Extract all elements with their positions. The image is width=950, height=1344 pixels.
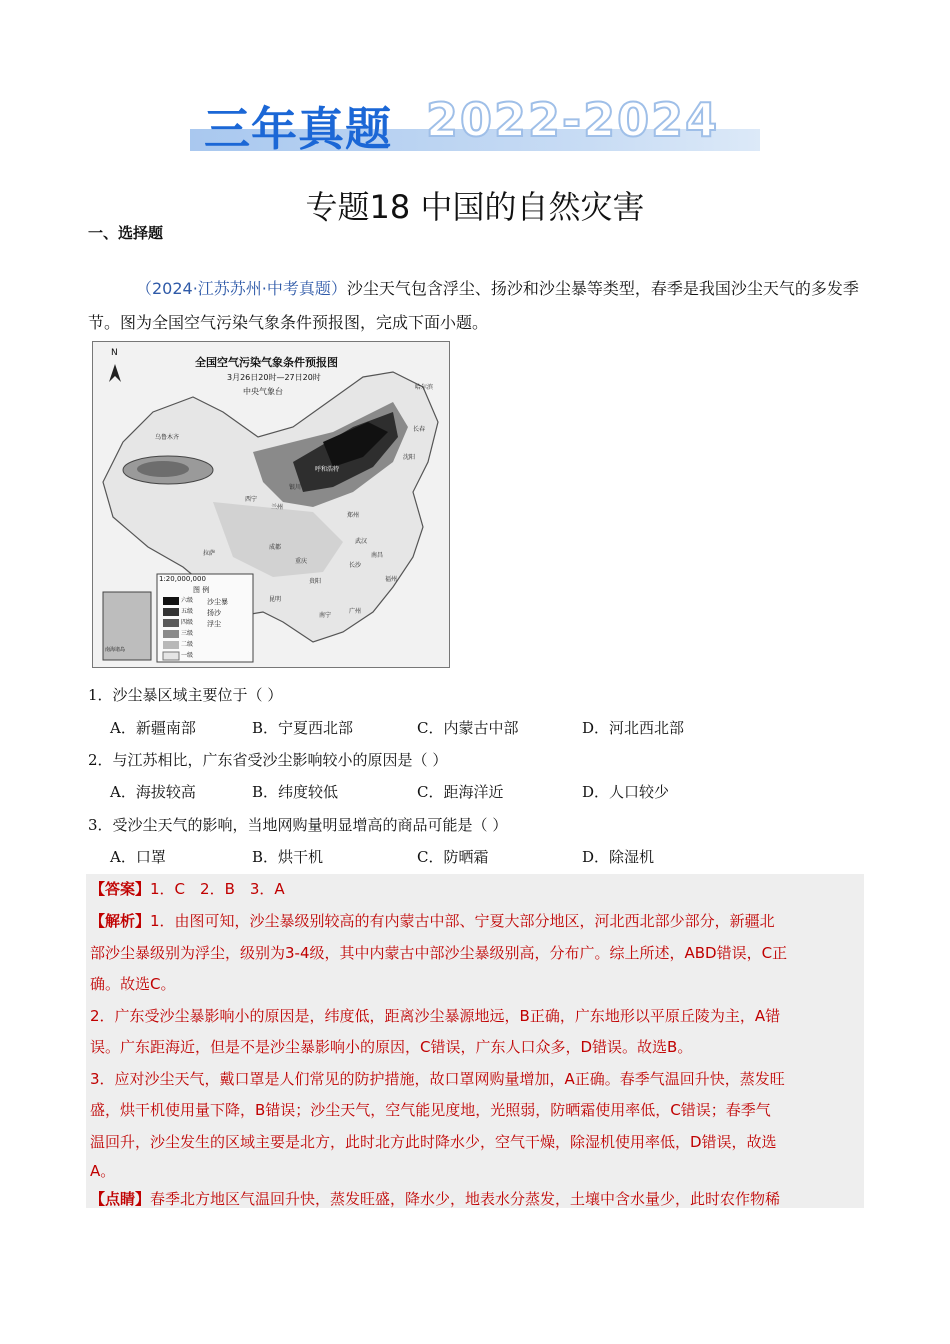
city-label: 银川 (289, 484, 302, 491)
legend-symbols (207, 597, 228, 630)
legend-level: 一级 (181, 652, 194, 659)
section-heading: 一、选择题 (88, 224, 164, 242)
city-label: 长沙 (349, 562, 362, 569)
analysis-line: 2．广东受沙尘暴影响小的原因是，纬度低，距离沙尘暴源地远，B正确，广东地形以平原丘陵为主，A错 (90, 1007, 781, 1025)
option: B．烘干机 (252, 848, 324, 866)
question-1: 1．沙尘暴区域主要位于（ ） (88, 686, 283, 704)
legend-symbol: 扬沙 (207, 609, 221, 617)
legend-level: 四级 (181, 619, 194, 626)
legend-level: 五级 (181, 608, 194, 615)
legend-level: 二级 (181, 641, 194, 648)
option: C．距海洋近 (417, 783, 504, 801)
answer-text: 1．C 2．B 3．A (150, 880, 285, 898)
city-label: 西宁 (245, 496, 258, 503)
option: A．口罩 (110, 848, 166, 866)
city-label: 武汉 (355, 538, 368, 545)
city-label: 南昌 (371, 552, 384, 559)
comment-line (90, 1184, 860, 1216)
question-intro (88, 272, 863, 340)
option: C．内蒙古中部 (417, 719, 519, 737)
legend-levels (181, 595, 193, 661)
north-label: N (111, 348, 118, 358)
comment-tag: 【点睛】 (90, 1190, 151, 1208)
analysis-text: 1．由图可知，沙尘暴级别较高的有内蒙古中部、宁夏大部分地区，河北西北部少部分，新疆北 (150, 912, 775, 930)
city-label: 福州 (385, 576, 398, 583)
analysis-tag: 【解析】 (90, 912, 151, 930)
city-label: 郑州 (347, 512, 360, 519)
option: D．除湿机 (582, 848, 655, 866)
question-source: （2024·江苏苏州·中考真题） (136, 279, 347, 298)
legend-symbol: 沙尘暴 (207, 598, 228, 606)
question-2: 2．与江苏相比，广东省受沙尘影响较小的原因是（ ） (88, 751, 448, 769)
forecast-map (92, 341, 450, 668)
option: C．防晒霜 (417, 848, 489, 866)
legend-title: 图 例 (193, 586, 210, 594)
intro-text: 沙尘天气包含浮尘、扬沙和沙尘暴等类型，春季是我国沙尘天气的多发季节。图为全国空气污染气象条件预报图，完成下面小题。 (88, 279, 859, 332)
legend-level: 六级 (181, 597, 194, 604)
header-banner (190, 93, 760, 156)
analysis-line: 误。广东距海近，但是不是沙尘暴影响小的原因，C错误，广东人口众多，D错误。故选B。 (90, 1038, 693, 1056)
city-label: 贵阳 (309, 578, 322, 585)
option: B．纬度较低 (252, 783, 339, 801)
analysis-line: 3．应对沙尘天气，戴口罩是人们常见的防护措施，故口罩网购量增加，A正确。春季气温回升快，蒸发旺 (90, 1070, 785, 1088)
banner-title: 三年真题 (204, 102, 392, 156)
city-label: 呼和浩特 (315, 466, 340, 473)
city-label: 长春 (413, 426, 426, 433)
city-label: 乌鲁木齐 (155, 434, 180, 441)
city-label: 南宁 (319, 612, 332, 619)
city-label: 兰州 (271, 504, 284, 511)
city-label: 昆明 (269, 596, 282, 603)
comment-text: 春季北方地区气温回升快，蒸发旺盛，降水少，地表水分蒸发，土壤中含水量少，此时农作物稀 (150, 1190, 781, 1208)
map-scale: 1:20,000,000 (159, 575, 206, 583)
analysis-line: 温回升，沙尘发生的区域主要是北方，此时北方此时降水少，空气干燥，除湿机使用率低，D错误，故选 (90, 1133, 777, 1151)
city-label: 重庆 (295, 558, 308, 565)
legend-symbol: 浮尘 (207, 620, 221, 628)
city-label: 哈尔滨 (415, 384, 434, 391)
analysis-line: 部沙尘暴级别为浮尘，级别为3-4级，其中内蒙古中部沙尘暴级别高，分布广。综上所述，ABD错误，C正 (90, 944, 788, 962)
analysis-line: A。 (90, 1162, 116, 1180)
map-title: 全国空气污染气象条件预报图 (195, 356, 338, 369)
page-title: 专题18 中国的自然灾害 (305, 188, 645, 226)
inset-label: 南海诸岛 (105, 647, 126, 653)
question-3: 3．受沙尘天气的影响，当地网购量明显增高的商品可能是（ ） (88, 816, 508, 834)
city-label: 沈阳 (403, 454, 416, 461)
answer-tag: 【答案】 (90, 880, 151, 898)
option: D．人口较少 (582, 783, 670, 801)
answer-line (90, 874, 860, 906)
option: A．新疆南部 (110, 719, 196, 737)
analysis-line: 确。故选C。 (90, 975, 176, 993)
city-label: 拉萨 (203, 550, 216, 557)
banner-years: 2022-2024 (426, 93, 720, 147)
answer-box (86, 874, 864, 1208)
map-time: 3月26日20时—27日20时 (227, 373, 321, 382)
option: D．河北西北部 (582, 719, 685, 737)
legend-level: 三级 (181, 630, 194, 637)
city-label: 广州 (349, 608, 362, 615)
analysis-line (90, 906, 860, 938)
option: B．宁夏西北部 (252, 719, 354, 737)
analysis-line: 盛，烘干机使用量下降，B错误；沙尘天气，空气能见度地，光照弱，防晒霜使用率低，C错误；春季气 (90, 1101, 771, 1119)
city-label: 成都 (269, 544, 282, 551)
map-org: 中央气象台 (243, 387, 283, 396)
option: A．海拔较高 (110, 783, 196, 801)
